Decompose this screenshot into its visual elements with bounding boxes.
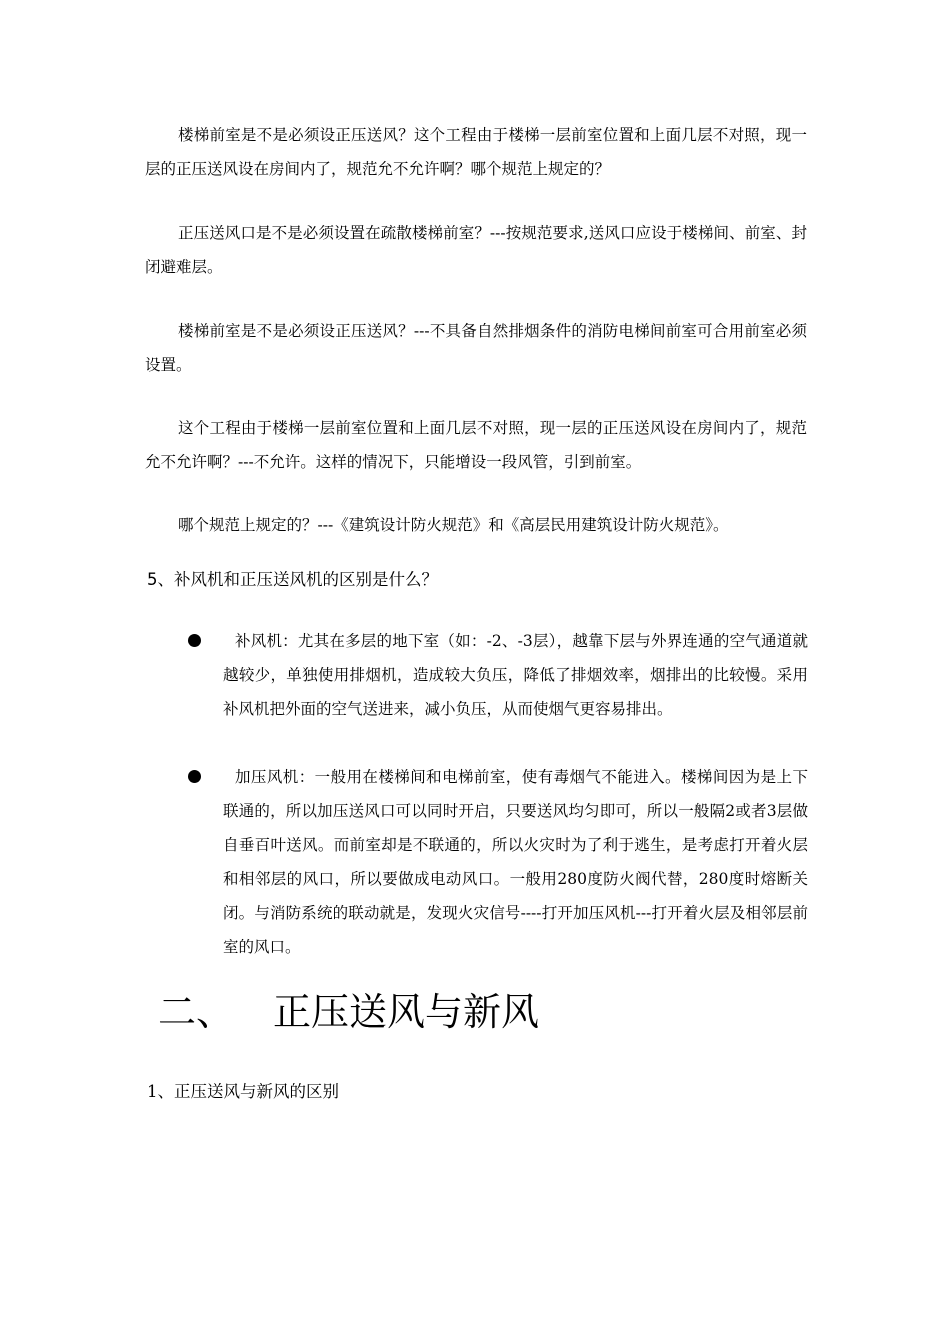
paragraph-answer-required: 楼梯前室是不是必须设正压送风？---不具备自然排烟条件的消防电梯间前室可合用前室必须设置。 (145, 322, 807, 374)
bullet-dot-icon (188, 634, 201, 647)
paragraph-question: 楼梯前室是不是必须设正压送风？这个工程由于楼梯一层前室位置和上面几层不对照，现一层的正压送风设在房间内了，规范允不允许啊？哪个规范上规定的？ (145, 126, 807, 178)
subsection-1-heading: 1、正压送风与新风的区别 (147, 1082, 339, 1101)
section-5-heading: 5、补风机和正压送风机的区别是什么？ (147, 570, 438, 589)
paragraph-answer-location: 正压送风口是不是必须设置在疏散楼梯前室？---按规范要求,送风口应设于楼梯间、前室、封闭避难层。 (145, 224, 807, 276)
bullet-dot-icon (188, 770, 201, 783)
paragraph-answer-code: 哪个规范上规定的？---《建筑设计防火规范》和《高层民用建筑设计防火规范》。 (178, 516, 729, 534)
paragraph-answer-allowed: 这个工程由于楼梯一层前室位置和上面几层不对照，现一层的正压送风设在房间内了，规范允不允许啊？---不允许。这样的情况下，只能增设一段风管，引到前室。 (145, 419, 807, 471)
bullet-text: 加压风机：一般用在楼梯间和电梯前室，使有毒烟气不能进入。楼梯间因为是上下联通的，所以加压送风口可以同时开启，只要送风均匀即可，所以一般隔2或者3层做自垂百叶送风。而前室却是不联通的，所以火灾时为了利于逃生，是考虑打开着火层和相邻层的风口，所以要做成电动风口。一般用280度防火阀代替，280度时熔断关闭。与消防系统的联动就是，发现火灾信号----打开加压风机---打开着火层及相邻层前室的风口。 (223, 768, 808, 956)
bullet-item-makeup-fan (188, 624, 808, 726)
bullet-item-pressurization-fan (188, 760, 808, 964)
bullet-text: 补风机：尤其在多层的地下室（如：-2、-3层），越靠下层与外界连通的空气通道就越较少，单独使用排烟机，造成较大负压，降低了排烟效率，烟排出的比较慢。采用补风机把外面的空气送进来，减小负压，从而使烟气更容易排出。 (223, 632, 808, 718)
chapter-title: 正压送风与新风 (273, 990, 540, 1034)
chapter-heading (158, 985, 539, 1039)
chapter-number: 二、 (158, 990, 235, 1034)
